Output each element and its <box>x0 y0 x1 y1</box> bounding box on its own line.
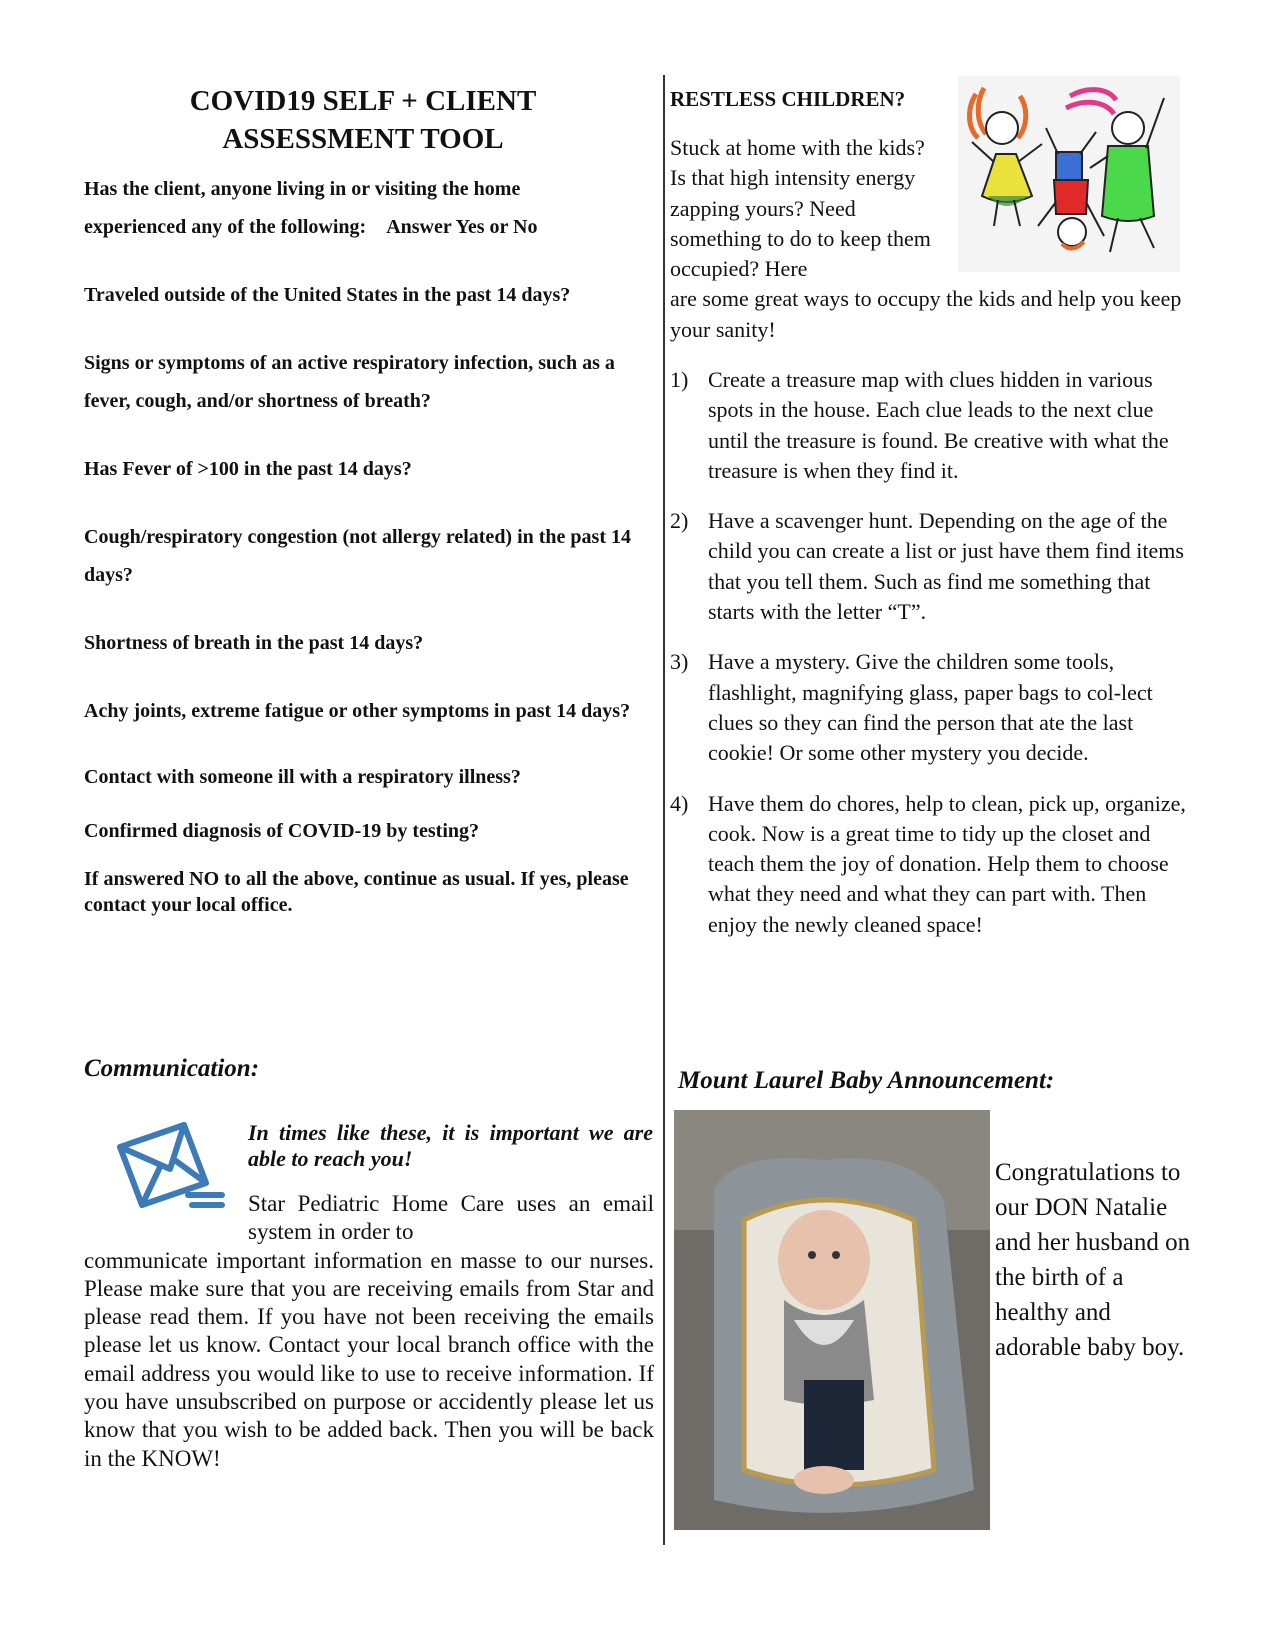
communication-body-rest: communicate important information en masse to our nurses. Please make sure that you are receiving emails from Star and please read them. If you have not been receiving the emails please let us know. Contact your local branch office with the email address you would like to use to receive information. If you have unsubscribed on purpose or accidently please let us know that you wish to be added back. Then you will be back in the KNOW! <box>84 1247 654 1471</box>
assessment-closing: If answered NO to all the above, continue as usual. If yes, please contact your local office. <box>84 868 629 916</box>
baby-congratulations-text: Congratulations to our DON Natalie and her husband on the birth of a healthy and adorable baby boy. <box>995 1159 1191 1361</box>
restless-heading: RESTLESS CHILDREN? <box>670 87 906 111</box>
column-divider <box>663 75 665 1545</box>
assessment-section <box>84 82 650 918</box>
assessment-intro: Has the client, anyone living in or visiting the home experienced any of the following: Answer Yes or No <box>84 178 538 238</box>
communication-body <box>84 1190 654 1473</box>
activity-tips-list <box>670 365 1190 960</box>
baby-announcement-heading: Mount Laurel Baby Announcement: <box>678 1067 1055 1094</box>
list-item: 4) Have them do chores, help to clean, pick up, organize, cook. Now is a great time to tidy up the closet and teach them the joy of donation. Help them to choose what they need and what they can part with. Then enjoy the newly cleaned space! <box>670 790 1186 937</box>
question-cough: Cough/respiratory congestion (not allergy related) in the past 14 days? <box>84 526 632 586</box>
restless-intro: Stuck at home with the kids? Is that high intensity energy zapping yours? Need something to do to keep them occupied? Here are some great ways to occupy the kids and help you keep your sanity! <box>670 135 1182 342</box>
list-item: 2) Have a scavenger hunt. Depending on the age of the child you can create a list or just have them find items that you tell them. Such as find me something that starts with the letter “T”. <box>670 508 1184 625</box>
list-item: 1) Create a treasure map with clues hidden in various spots in the house. Each clue leads to the next clue until the treasure is found. Be creative with what the treasure is when they find it. <box>670 367 1169 483</box>
question-symptoms: Signs or symptoms of an active respiratory infection, such as a fever, cough, and/or shortness of breath? <box>84 352 615 412</box>
question-achy: Achy joints, extreme fatigue or other symptoms in past 14 days? <box>84 700 631 722</box>
assessment-title: COVID19 SELF + CLIENT ASSESSMENT TOOL <box>189 85 537 155</box>
question-contact: Contact with someone ill with a respiratory illness? <box>84 766 521 788</box>
question-breath: Shortness of breath in the past 14 days? <box>84 632 424 654</box>
communication-body-indent: Star Pediatric Home Care uses an email system in order to <box>248 1191 654 1245</box>
question-fever: Has Fever of >100 in the past 14 days? <box>84 458 412 480</box>
communication-lead: In times like these, it is important we are able to reach you! <box>248 1120 653 1171</box>
communication-heading: Communication: <box>84 1055 260 1082</box>
question-diagnosis: Confirmed diagnosis of COVID-19 by testing? <box>84 820 480 842</box>
list-item: 3) Have a mystery. Give the children some tools, flashlight, magnifying glass, paper bags to col-lect clues so they can find the person that ate the last cookie! Or some other mystery you decide. <box>670 649 1153 766</box>
question-travel: Traveled outside of the United States in the past 14 days? <box>84 284 571 306</box>
baby-photo-image <box>674 1110 990 1530</box>
